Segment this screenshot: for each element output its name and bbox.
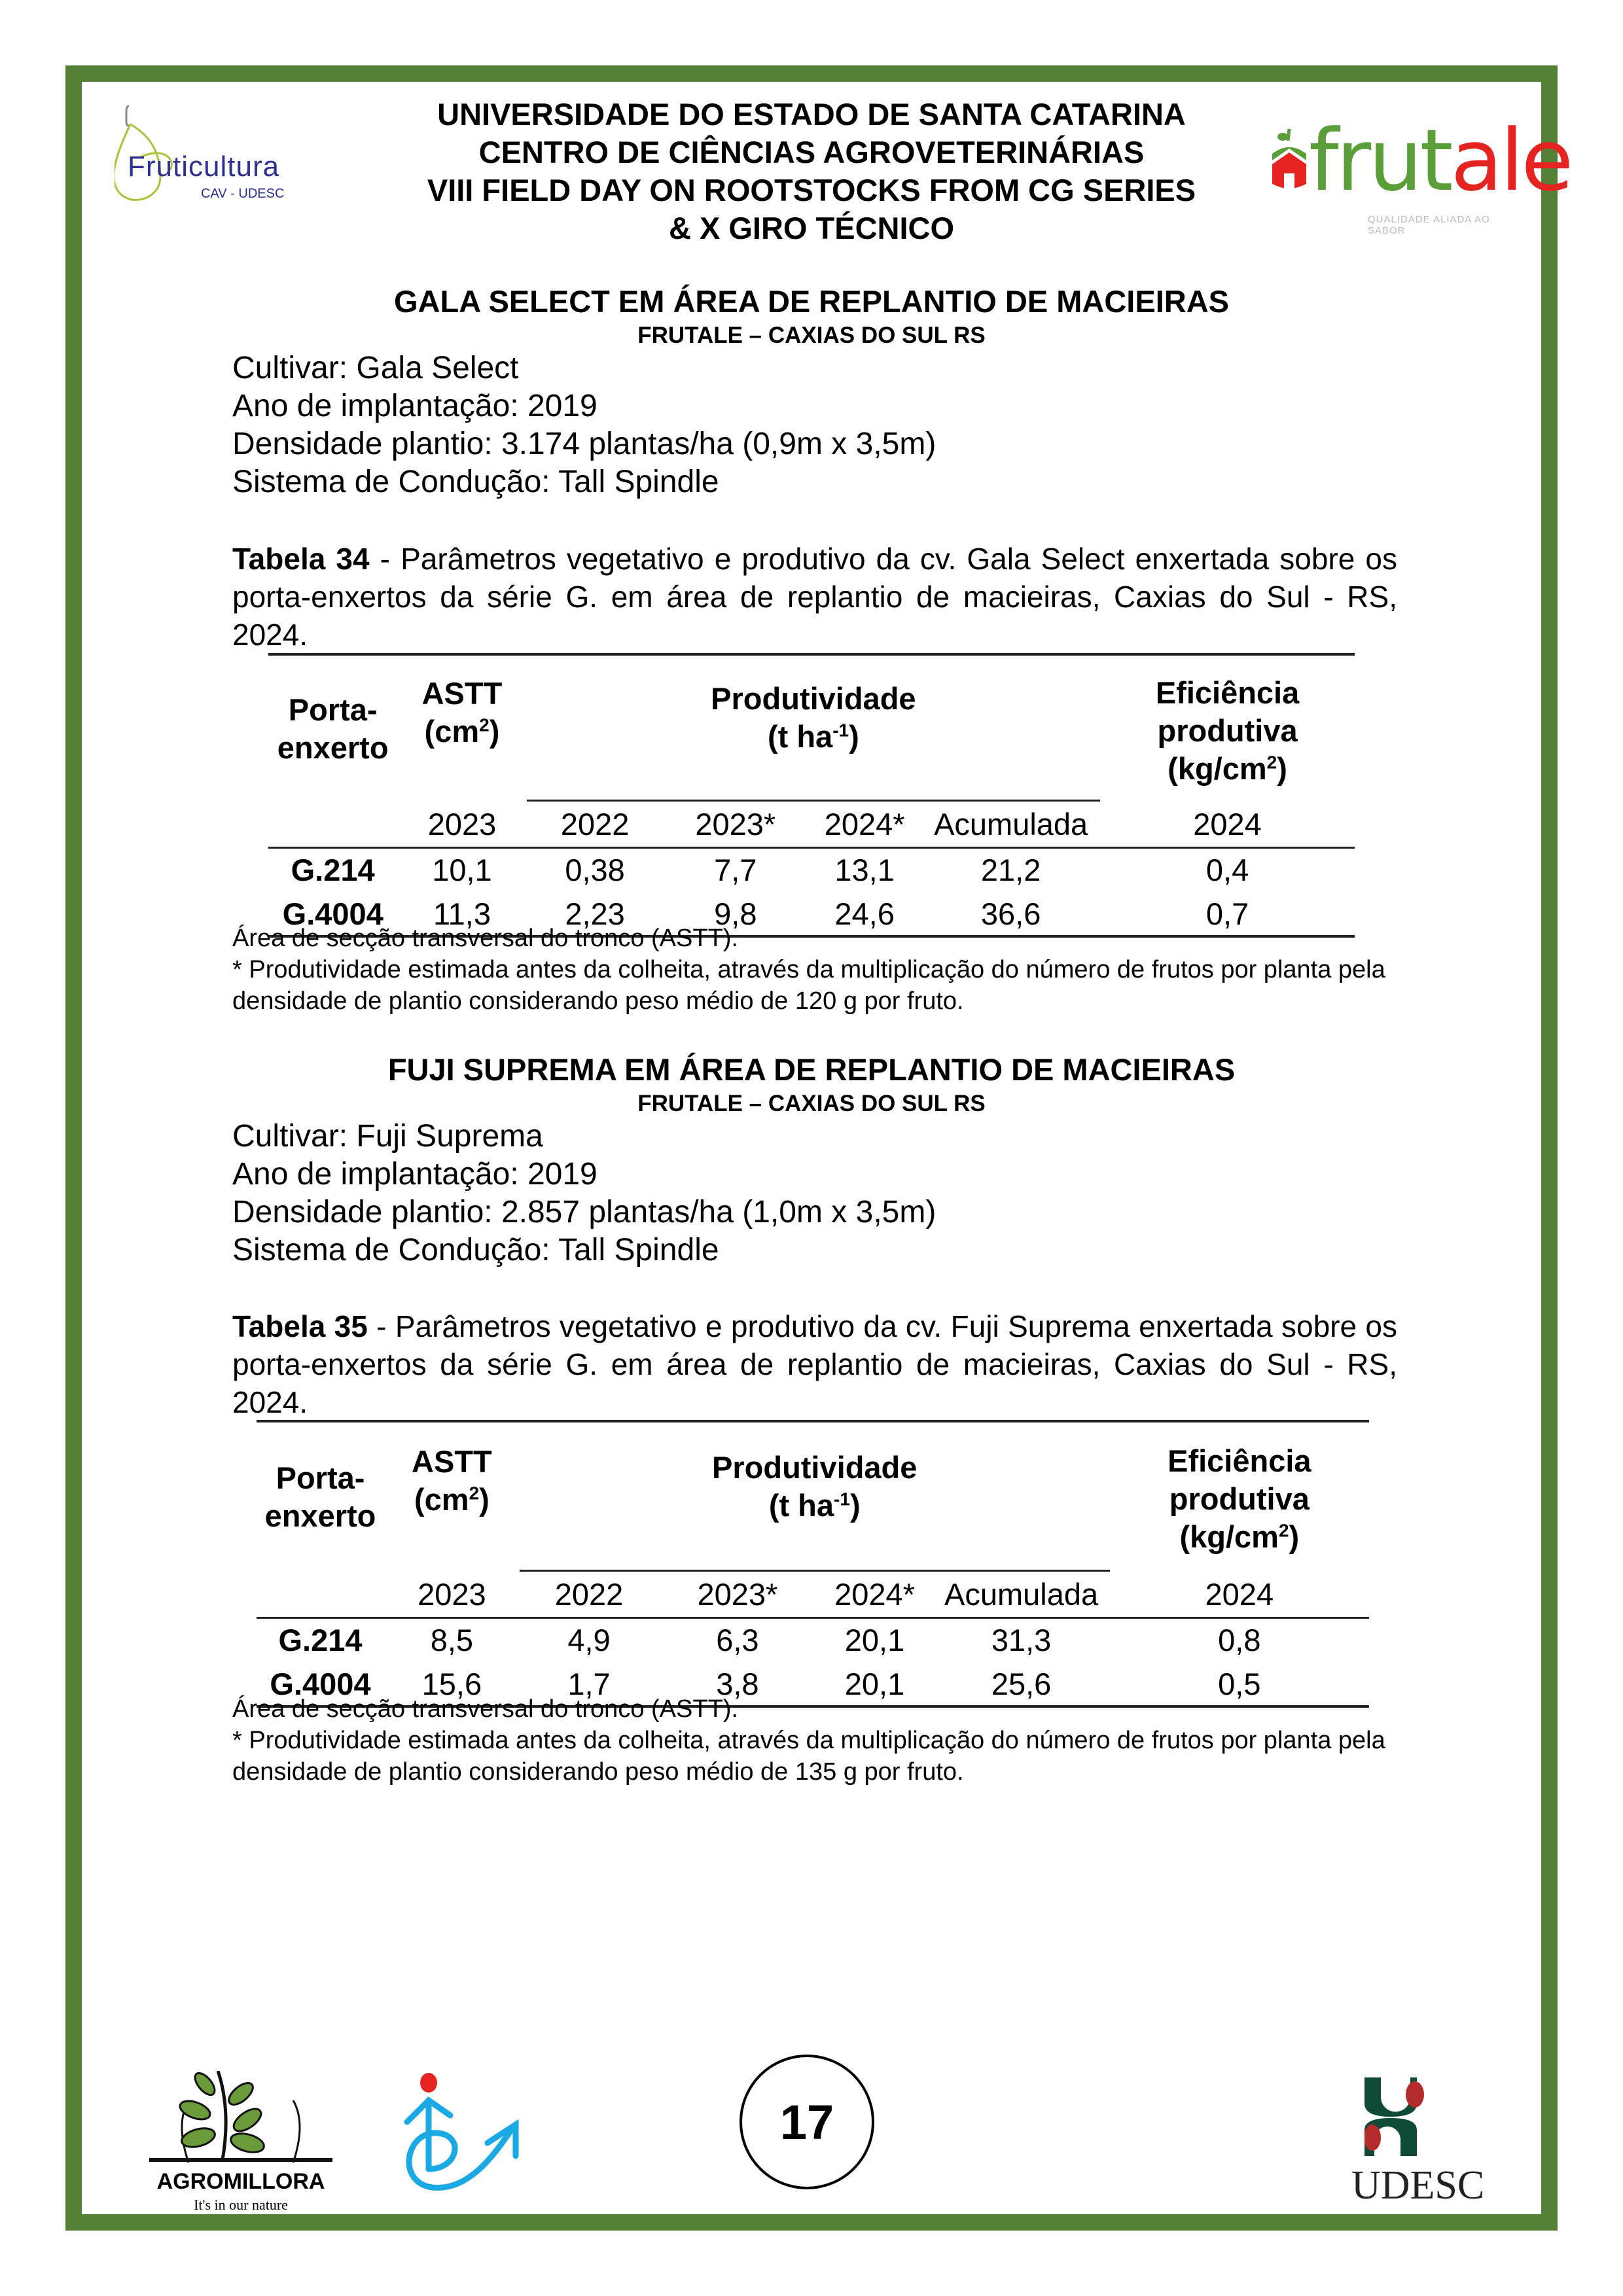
value-cell: 10,1 <box>432 853 492 888</box>
value-cell: 9,8 <box>714 896 757 931</box>
info-cultivar: Cultivar: Gala Select <box>232 351 519 385</box>
header-produtividade: Produtividade (t $ha^{-1}$) <box>520 1421 1110 1571</box>
table-row <box>268 847 1355 892</box>
section-title: GALA SELECT EM ÁREA DE REPLANTIO DE MACIEIRAS <box>393 284 1230 319</box>
value-cell: 3,8 <box>716 1666 759 1701</box>
year-cell: 2024* <box>824 806 905 841</box>
year-cell: 2024 <box>1193 806 1262 841</box>
info-sistema: Sistema de Condução: Tall Spindle <box>232 465 719 499</box>
agromillora-name: AGROMILLORA <box>156 2169 325 2194</box>
header-porta-enxerto: Porta- enxerto <box>264 1460 376 1533</box>
value-cell: 21,2 <box>980 853 1041 888</box>
info-densidade: Densidade plantio: 3.174 plantas/ha (0,9m x 3,5m) <box>232 427 936 461</box>
value-cell: 0,38 <box>565 853 625 888</box>
rootstock-cell: G.4004 <box>282 896 383 931</box>
header-produtividade: Produtividade (t $ha^{-1}$) <box>527 654 1100 801</box>
value-cell: 0,8 <box>1218 1623 1261 1658</box>
value-cell: 20,1 <box>844 1666 905 1701</box>
caption-text: - Parâmetros vegetativo e produtivo da cv. Gala Select enxertada sobre os porta-enxertos da série G. em área de replantio de macieiras, Caxias do Sul - RS, 2024. <box>232 542 1397 652</box>
note-produtividade: * Produtividade estimada antes da colheita, através da multiplicação do número de frutos por planta pela densidade de plantio considerando peso médio de 135 g por fruto. <box>232 1727 1385 1786</box>
tree-icon <box>149 2071 332 2169</box>
year-cell: 2023 <box>418 1576 486 1612</box>
year-cell: 2022 <box>560 806 630 841</box>
header-eficiencia: Eficiência produtiva $(kg/cm^2)$ <box>1155 675 1300 786</box>
table-34-caption <box>232 540 1397 654</box>
value-cell: 13,1 <box>834 853 895 888</box>
info-densidade: Densidade plantio: 2.857 plantas/ha (1,0m x 3,5m) <box>232 1195 936 1229</box>
apple-house-icon <box>1270 128 1309 193</box>
section-subtitle: FRUTALE – CAXIAS DO SUL RS <box>637 1091 986 1116</box>
header-astt: ASTT $(cm^2)$ <box>421 675 503 749</box>
value-cell: 0,4 <box>1205 853 1249 888</box>
header-line-1: UNIVERSIDADE DO ESTADO DE SANTA CATARINA <box>437 97 1186 132</box>
header-porta-enxerto: Porta- enxerto <box>277 692 389 765</box>
table-35-notes <box>232 1693 1397 1788</box>
section-2-title <box>236 1051 1387 1119</box>
value-cell: 6,3 <box>716 1623 759 1658</box>
value-cell: 2,23 <box>565 896 625 931</box>
year-cell: 2024* <box>834 1576 915 1612</box>
table-34-notes <box>232 923 1397 1017</box>
caption-text: - Parâmetros vegetativo e produtivo da cv. Fuji Suprema enxertada sobre os porta-enxertos da série G. em área de replantio de macieiras, Caxias do Sul - RS, 2024. <box>232 1309 1397 1419</box>
value-cell: 15,6 <box>421 1666 482 1701</box>
section-1-title <box>236 283 1387 351</box>
table-row <box>257 1617 1369 1662</box>
value-cell: 11,3 <box>433 896 491 931</box>
caption-label: Tabela 34 <box>232 542 370 576</box>
rootstock-cell: G.214 <box>291 853 375 888</box>
page-number: 17 <box>740 2055 874 2189</box>
value-cell: 20,1 <box>844 1623 905 1658</box>
caption-label: Tabela 35 <box>232 1309 368 1343</box>
fruticultura-name: Fruticultura <box>128 150 280 183</box>
rootstock-cell: G.214 <box>278 1623 363 1658</box>
value-cell: 36,6 <box>980 896 1041 931</box>
section-subtitle: FRUTALE – CAXIAS DO SUL RS <box>637 323 986 348</box>
value-cell: 24,6 <box>834 896 895 931</box>
info-ano: Ano de implantação: 2019 <box>232 1157 597 1192</box>
value-cell: 25,6 <box>991 1666 1052 1701</box>
value-cell: 8,5 <box>430 1623 474 1658</box>
header-astt: ASTT $(cm^2)$ <box>412 1444 492 1517</box>
header-eficiencia: Eficiência produtiva $(kg/cm^2)$ <box>1168 1443 1311 1554</box>
section-1-info <box>232 349 936 501</box>
udesc-logo <box>1351 2077 1485 2208</box>
year-cell: 2022 <box>554 1576 624 1612</box>
info-ano: Ano de implantação: 2019 <box>232 389 597 423</box>
fruticultura-sub: CAV - UDESC <box>201 186 285 201</box>
header-line-4: & X GIRO TÉCNICO <box>668 211 955 245</box>
years-row <box>257 1572 1369 1617</box>
year-cell: Acumulada <box>934 806 1088 841</box>
section-2-info <box>232 1118 936 1269</box>
udesc-emblem-icon <box>1364 2077 1436 2156</box>
frutale-tagline: QUALIDADE ALIADA AO SABOR <box>1368 214 1490 236</box>
frutale-green: frut <box>1309 111 1451 210</box>
rootstock-cell: G.4004 <box>270 1666 371 1701</box>
value-cell: 4,9 <box>567 1623 611 1658</box>
table-35 <box>257 1420 1369 1708</box>
value-cell: 1,7 <box>567 1666 611 1701</box>
section-title: FUJI SUPREMA EM ÁREA DE REPLANTIO DE MACIEIRAS <box>387 1052 1236 1087</box>
year-cell: 2023 <box>427 806 497 841</box>
frutale-wordmark <box>1309 111 1571 210</box>
document-header <box>366 96 1257 247</box>
fruticultura-logo <box>115 105 350 209</box>
note-astt: Área de secção transversal do tronco (ASTT). <box>232 925 738 952</box>
year-cell: 2023* <box>695 806 776 841</box>
value-cell: 0,5 <box>1218 1666 1261 1701</box>
frutale-logo <box>1263 111 1571 245</box>
growth-arrow-icon <box>399 2071 530 2195</box>
value-cell: 31,3 <box>991 1623 1052 1658</box>
note-produtividade: * Produtividade estimada antes da colheita, através da multiplicação do número de frutos por planta pela densidade de plantio considerando peso médio de 120 g por fruto. <box>232 956 1385 1015</box>
year-cell: Acumulada <box>944 1576 1099 1612</box>
agromillora-logo <box>149 2071 332 2215</box>
years-row <box>268 802 1355 847</box>
header-line-3: VIII FIELD DAY ON ROOTSTOCKS FROM CG SERIES <box>427 173 1196 207</box>
value-cell: 7,7 <box>714 853 757 888</box>
value-cell: 0,7 <box>1205 896 1249 931</box>
year-cell: 2023* <box>697 1576 778 1612</box>
udesc-name: UDESC <box>1351 2163 1485 2208</box>
note-astt: Área de secção transversal do tronco (ASTT). <box>232 1695 738 1723</box>
frutale-red: ale <box>1450 111 1571 210</box>
info-cultivar: Cultivar: Fuji Suprema <box>232 1119 543 1154</box>
table-35-caption <box>232 1307 1397 1421</box>
table-34 <box>268 653 1355 938</box>
info-sistema: Sistema de Condução: Tall Spindle <box>232 1233 719 1267</box>
header-line-2: CENTRO DE CIÊNCIAS AGROVETERINÁRIAS <box>478 135 1145 169</box>
year-cell: 2024 <box>1205 1576 1274 1612</box>
agromillora-tagline: It's in our nature <box>194 2197 288 2213</box>
